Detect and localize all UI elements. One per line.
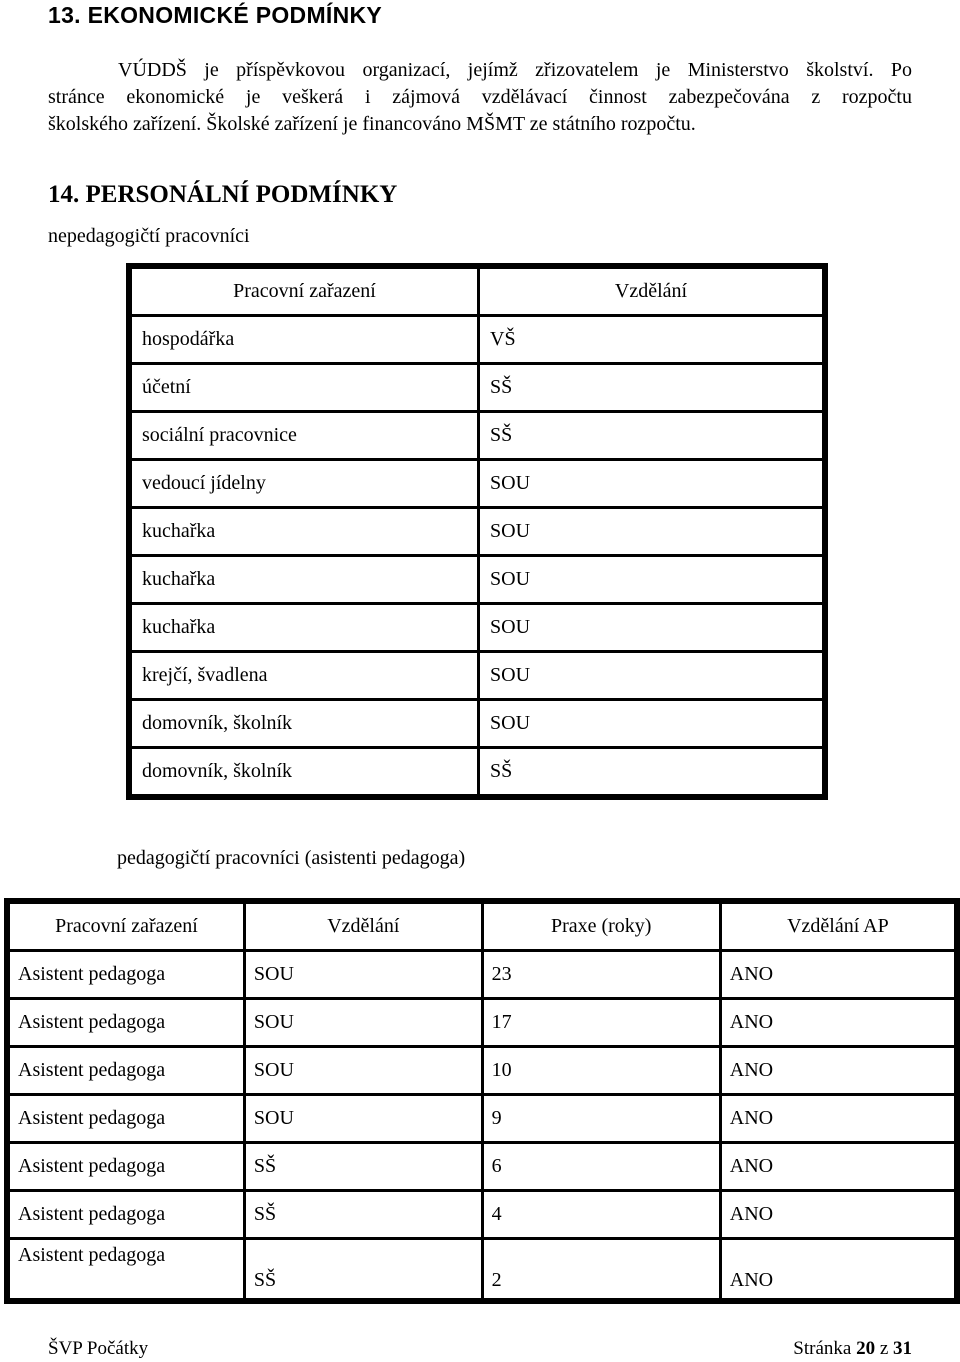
section-13-paragraph bbox=[48, 57, 912, 138]
table-row bbox=[132, 701, 822, 746]
table-row bbox=[132, 749, 822, 794]
cell-practice-years: 17 bbox=[484, 1000, 719, 1045]
paragraph-line: stránce ekonomické je veškerá i zájmová vzdělávací činnost zabezpečována z rozpočtu bbox=[48, 86, 912, 108]
cell-education: SŠ bbox=[480, 749, 822, 794]
cell-practice-years: 23 bbox=[484, 952, 719, 997]
header-education: Vzdělání bbox=[480, 269, 822, 314]
table-row bbox=[132, 413, 822, 458]
paragraph-line: VÚDDŠ je příspěvkovou organizací, jejímž zřizovatelem je Ministerstvo školství. Po bbox=[118, 59, 912, 81]
table-row bbox=[10, 952, 954, 997]
teaching-assistants-table bbox=[4, 898, 960, 1304]
cell-education: SOU bbox=[246, 952, 481, 997]
footer-page-of: z bbox=[879, 1338, 889, 1359]
table-row bbox=[10, 1000, 954, 1045]
cell-position: kuchařka bbox=[132, 509, 477, 554]
cell-position: Asistent pedagoga bbox=[10, 1144, 243, 1189]
cell-education: SOU bbox=[480, 461, 822, 506]
teaching-staff-caption: pedagogičtí pracovníci (asistenti pedagoga) bbox=[117, 847, 466, 869]
cell-position: účetní bbox=[132, 365, 477, 410]
cell-position: domovník, školník bbox=[132, 749, 477, 794]
cell-education: SŠ bbox=[246, 1240, 481, 1298]
table-row bbox=[10, 1048, 954, 1093]
cell-practice-years: 10 bbox=[484, 1048, 719, 1093]
cell-position: krejčí, švadlena bbox=[132, 653, 477, 698]
cell-education: SOU bbox=[246, 1096, 481, 1141]
cell-education: SŠ bbox=[246, 1192, 481, 1237]
cell-education: SOU bbox=[480, 509, 822, 554]
table-row bbox=[10, 1096, 954, 1141]
cell-practice-years: 2 bbox=[484, 1240, 719, 1298]
cell-ap-education: ANO bbox=[722, 1000, 954, 1045]
header-practice-years: Praxe (roky) bbox=[484, 904, 719, 949]
cell-education: SOU bbox=[480, 605, 822, 650]
cell-practice-years: 6 bbox=[484, 1144, 719, 1189]
cell-position: domovník, školník bbox=[132, 701, 477, 746]
cell-position: kuchařka bbox=[132, 605, 477, 650]
cell-practice-years: 4 bbox=[484, 1192, 719, 1237]
header-position: Pracovní zařazení bbox=[10, 904, 243, 949]
cell-ap-education: ANO bbox=[722, 1192, 954, 1237]
section-14-title: 14. PERSONÁLNÍ PODMÍNKY bbox=[48, 181, 398, 208]
table-row bbox=[132, 461, 822, 506]
cell-ap-education: ANO bbox=[722, 1144, 954, 1189]
cell-position: kuchařka bbox=[132, 557, 477, 602]
table-row bbox=[132, 509, 822, 554]
table-row bbox=[132, 365, 822, 410]
footer-page-number bbox=[793, 1338, 912, 1360]
cell-position: Asistent pedagoga bbox=[10, 1000, 243, 1045]
cell-education: SOU bbox=[246, 1000, 481, 1045]
cell-position: Asistent pedagoga bbox=[10, 1096, 243, 1141]
table-header-row bbox=[10, 904, 954, 949]
cell-position: hospodářka bbox=[132, 317, 477, 362]
table-header-row bbox=[132, 269, 822, 314]
cell-position: vedoucí jídelny bbox=[132, 461, 477, 506]
footer-page-word: Stránka bbox=[793, 1338, 852, 1359]
cell-education: SOU bbox=[480, 701, 822, 746]
header-position: Pracovní zařazení bbox=[132, 269, 477, 314]
table-row bbox=[10, 1192, 954, 1237]
cell-position: Asistent pedagoga bbox=[10, 1192, 243, 1237]
cell-position: Asistent pedagoga bbox=[10, 952, 243, 997]
table-row bbox=[132, 653, 822, 698]
footer-document-name: ŠVP Počátky bbox=[48, 1338, 149, 1359]
footer-page-total: 31 bbox=[893, 1338, 912, 1359]
section-13-title: 13. EKONOMICKÉ PODMÍNKY bbox=[48, 2, 383, 28]
header-education: Vzdělání bbox=[246, 904, 481, 949]
table-row bbox=[132, 605, 822, 650]
cell-education: SŠ bbox=[246, 1144, 481, 1189]
cell-ap-education: ANO bbox=[722, 1240, 954, 1298]
header-ap-education: Vzdělání AP bbox=[722, 904, 954, 949]
cell-education: SŠ bbox=[480, 413, 822, 458]
paragraph-line: školského zařízení. Školské zařízení je financováno MŠMT ze státního rozpočtu. bbox=[48, 113, 696, 135]
cell-position: Asistent pedagoga bbox=[10, 1240, 243, 1298]
table-row bbox=[10, 1240, 954, 1298]
table-row bbox=[132, 317, 822, 362]
cell-position: sociální pracovnice bbox=[132, 413, 477, 458]
cell-education: SŠ bbox=[480, 365, 822, 410]
table-row bbox=[10, 1144, 954, 1189]
cell-education: SOU bbox=[480, 557, 822, 602]
cell-education: SOU bbox=[246, 1048, 481, 1093]
cell-ap-education: ANO bbox=[722, 952, 954, 997]
cell-practice-years: 9 bbox=[484, 1096, 719, 1141]
cell-ap-education: ANO bbox=[722, 1048, 954, 1093]
cell-education: VŠ bbox=[480, 317, 822, 362]
nonteaching-staff-table bbox=[126, 263, 828, 800]
table-row bbox=[132, 557, 822, 602]
nonteaching-staff-caption: nepedagogičtí pracovníci bbox=[48, 225, 250, 247]
cell-position: Asistent pedagoga bbox=[10, 1048, 243, 1093]
footer-page-current: 20 bbox=[856, 1338, 876, 1359]
cell-education: SOU bbox=[480, 653, 822, 698]
cell-ap-education: ANO bbox=[722, 1096, 954, 1141]
